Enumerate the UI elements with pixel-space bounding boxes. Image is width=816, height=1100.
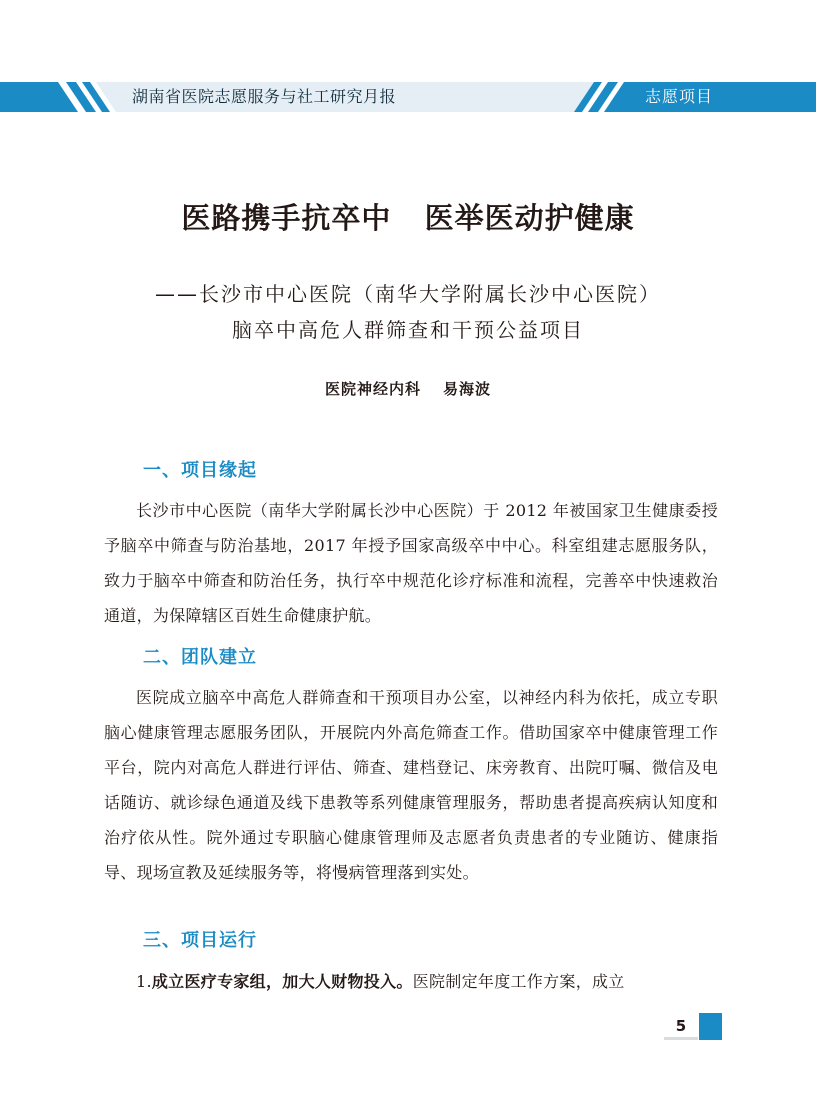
section-paragraph-2: 医院成立脑卒中高危人群筛查和干预项目办公室，以神经内科为依托，成立专职脑心健康管理志愿服务团队，开展院内外高危筛查工作。借助国家卒中健康管理工作平台，院内对高危人群进行评估、筛查、建档登记、床旁教育、出院叮嘱、微信及电话随访、就诊绿色通道及线下患教等系列健康管理服务，帮助患者提高疾病认知度和治疗依从性。院外通过专职脑心健康管理师及志愿者负责患者的专业随访、健康指导、现场宣教及延续服务等，将慢病管理落到实处。: [104, 688, 718, 882]
section-tag: 志愿项目: [645, 87, 714, 106]
page-number: 5: [675, 1017, 687, 1035]
section-heading-2: 二、团队建立: [143, 647, 257, 668]
article-subtitle-line2: 脑卒中高危人群筛查和干预公益项目: [232, 318, 584, 342]
page-number-block: [699, 1013, 722, 1040]
list-item-bold-lead: 成立医疗专家组，加大人财物投入。: [151, 972, 413, 991]
author-department: 医院神经内科: [324, 380, 421, 398]
section-heading-3: 三、项目运行: [143, 930, 257, 951]
author-name: 易海波: [443, 380, 492, 398]
page-number-underline: [664, 1037, 698, 1040]
section-heading-1: 一、项目缘起: [143, 460, 257, 481]
section-paragraph-3: [104, 964, 718, 999]
author-line: [0, 378, 816, 399]
list-item-text: 医院制定年度工作方案，成立: [412, 972, 625, 991]
list-item-number: 1.: [136, 972, 152, 991]
section-paragraph-1: 长沙市中心医院（南华大学附属长沙中心医院）于 2012 年被国家卫生健康委授予脑卒中筛查与防治基地，2017 年授予国家高级卒中中心。科室组建志愿服务队，致力于脑卒中筛查和防治任务，执行卒中规范化诊疗标准和流程，完善卒中快速救治通道，为保障辖区百姓生命健康护航。: [104, 501, 718, 625]
article-title: 医路携手抗卒中 医举医动护健康: [181, 201, 635, 235]
journal-name: 湖南省医院志愿服务与社工研究月报: [132, 87, 397, 106]
article-subtitle-line1: ——长沙市中心医院（南华大学附属长沙中心医院）: [155, 282, 661, 306]
